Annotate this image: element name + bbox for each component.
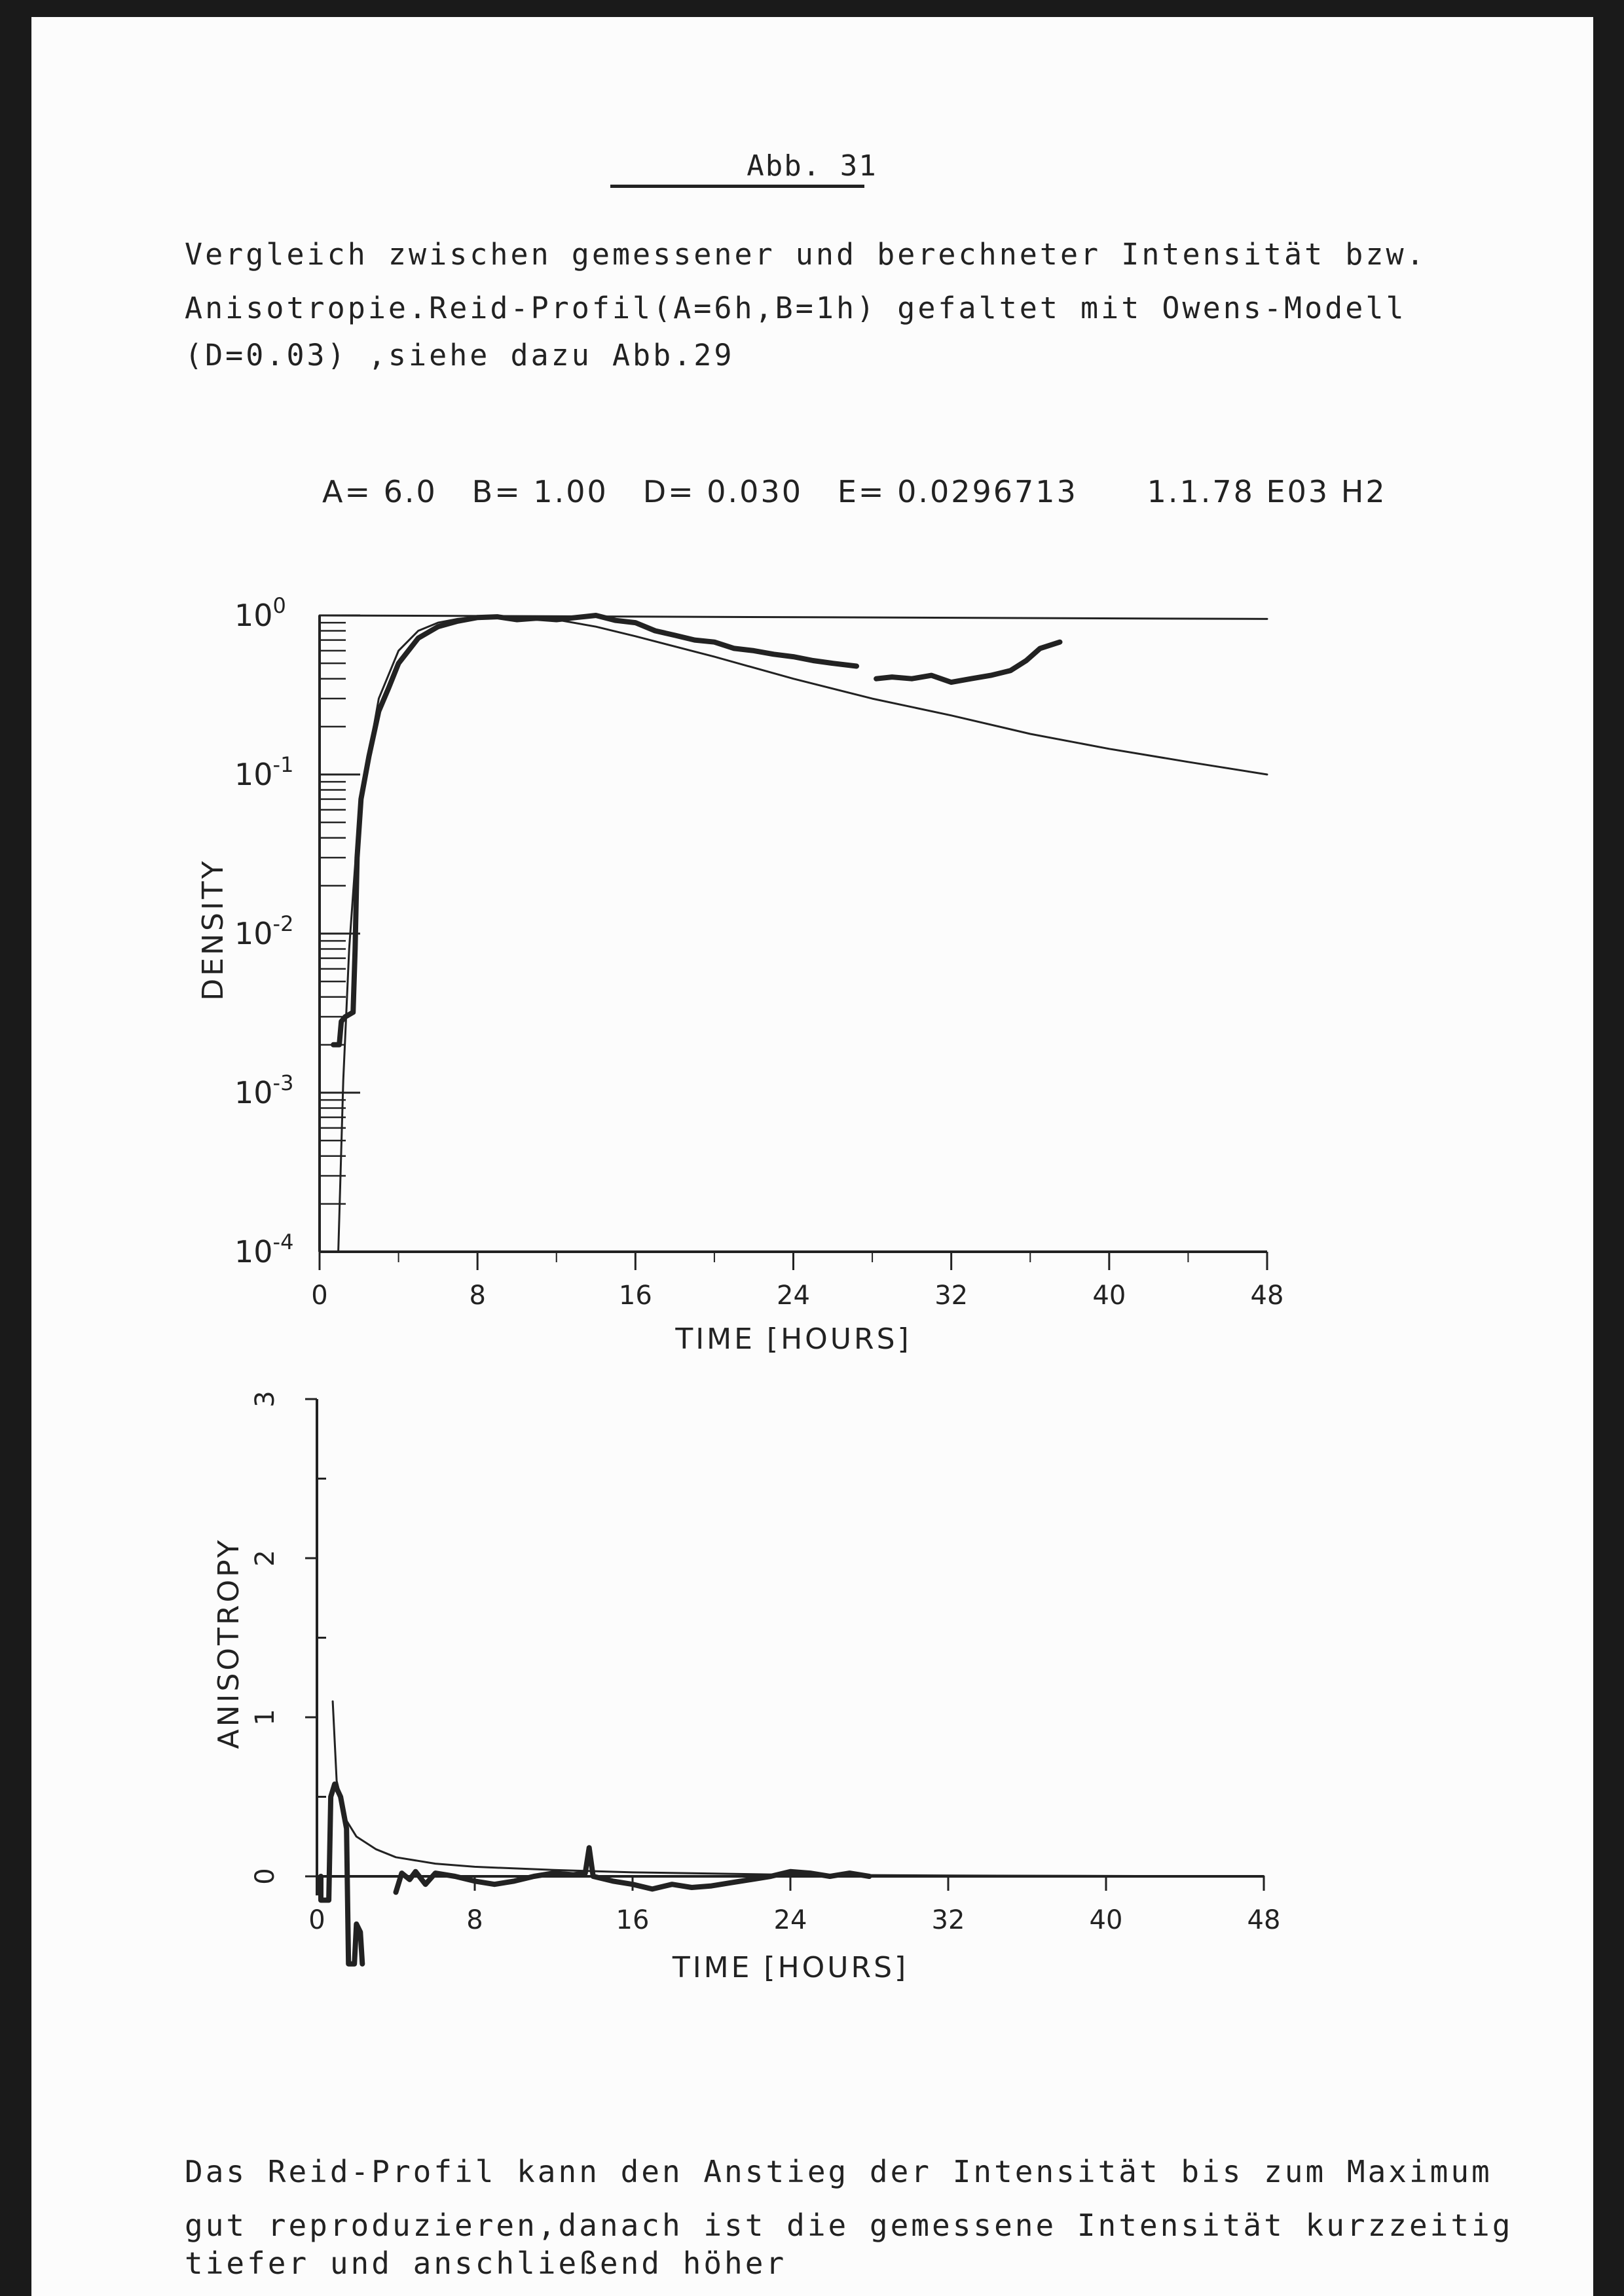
density-x-tick-label: 48 (1250, 1281, 1284, 1311)
density-series-0-line (876, 642, 1060, 682)
anisotropy-x-tick-label: 48 (1247, 1905, 1281, 1935)
footer-line-3: tiefer und anschließend höher (185, 2246, 787, 2281)
anisotropy-y-axis-label: ANISOTROPY (212, 1537, 246, 1749)
anisotropy-x-tick-label: 8 (466, 1905, 483, 1935)
density-x-tick-label: 32 (934, 1281, 969, 1311)
param-id: 1.1.78 E03 H2 (1147, 474, 1387, 509)
anisotropy-y-tick-label: 1 (250, 1709, 280, 1726)
anisotropy-x-tick-label: 16 (616, 1905, 650, 1935)
density-x-tick-label: 16 (618, 1281, 652, 1311)
density-y-tick-label: $10^{-4}$ (234, 1230, 294, 1269)
anisotropy-x-tick-label: 24 (773, 1905, 807, 1935)
density-chart (196, 593, 1283, 1356)
anisotropy-y-tick-label: 2 (250, 1550, 280, 1567)
density-series-1-line (339, 616, 1267, 1252)
anisotropy-y-tick-label: 3 (250, 1391, 280, 1408)
density-y-tick-label: $10^0$ (234, 593, 286, 633)
density-x-axis-label: TIME [HOURS] (675, 1322, 912, 1356)
density-x-tick-label: 8 (469, 1281, 486, 1311)
anisotropy-x-tick-label: 40 (1089, 1905, 1123, 1935)
density-series-0-line (333, 615, 857, 1045)
density-y-axis-label: DENSITY (196, 858, 230, 1001)
caption-line-3: (D=0.03) ,siehe dazu Abb.29 (185, 338, 735, 373)
param-a: A= 6.0 (322, 474, 437, 509)
density-x-tick-label: 40 (1092, 1281, 1126, 1311)
anisotropy-series-0-line (321, 1784, 362, 1964)
density-x-tick-label: 24 (777, 1281, 810, 1311)
anisotropy-series-0-line (396, 1848, 870, 1892)
caption-line-2: Anisotropie.Reid-Profil(A=6h,B=1h) gefaltet mit Owens-Modell (185, 291, 1407, 325)
density-y-tick-label: $10^{-1}$ (234, 752, 294, 792)
density-y-tick-label: $10^{-2}$ (234, 911, 294, 951)
figure-label: Abb. 31 (747, 149, 877, 183)
density-y-tick-label: $10^{-3}$ (234, 1070, 294, 1110)
anisotropy-series-1-line (333, 1702, 1264, 1876)
anisotropy-x-tick-label: 0 (308, 1905, 325, 1935)
anisotropy-x-tick-label: 32 (931, 1905, 965, 1935)
anisotropy-chart (212, 1391, 1280, 1984)
footer-line-2: gut reproduzieren,danach ist die gemessene Intensität kurzzeitig (185, 2208, 1513, 2243)
density-x-tick-label: 0 (311, 1281, 328, 1311)
param-e: E= 0.0296713 (837, 474, 1078, 509)
anisotropy-x-axis-label: TIME [HOURS] (672, 1951, 909, 1984)
anisotropy-y-tick-label: 0 (250, 1868, 280, 1885)
param-b: B= 1.00 (471, 474, 608, 509)
caption-line-1: Vergleich zwischen gemessener und berechneter Intensität bzw. (185, 237, 1427, 272)
footer-line-1: Das Reid-Profil kann den Anstieg der Intensität bis zum Maximum (185, 2154, 1492, 2189)
param-d: D= 0.030 (642, 474, 803, 509)
